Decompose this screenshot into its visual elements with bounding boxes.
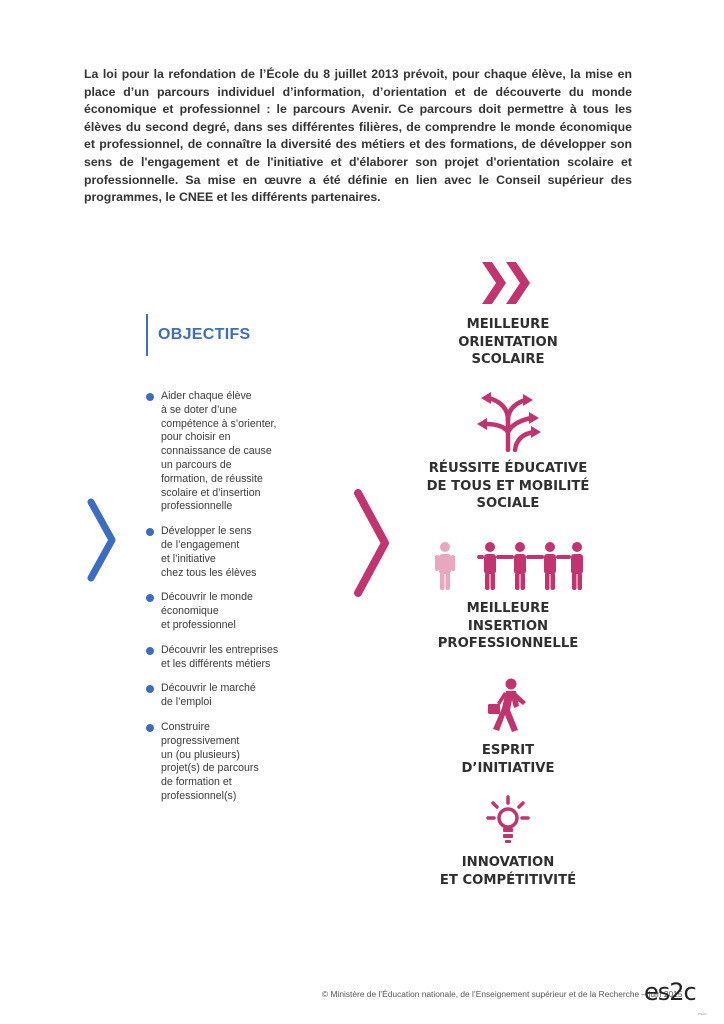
double-chevron-icon [478, 258, 538, 308]
tiny-mark: es2c [698, 1011, 707, 1016]
result-initiative [408, 678, 608, 777]
intro-paragraph: La loi pour la refondation de l’École du 8 juillet 2013 prévoit, pour chaque élève, la mise en place d’un parcours individuel d’information, d’orientation et de découverte du monde économique et professionnel : le parcours Avenir. Ce parcours doit permettre à tous les élèves du second degré, dans ses différentes filières, de comprendre le monde économique et professionnel, de connaître la diversité des métiers et des formations, de développer son sens de l'engagement et de l'initiative et d'élaborer son projet d'orientation scolaire et professionnelle. Sa mise en œuvre a été définie en lien avec le Conseil supérieur des programmes, le CNEE et les différents partenaires. [84, 67, 632, 205]
bullet-icon [146, 647, 154, 655]
result-orientation [408, 258, 608, 369]
pink-chevron-icon [352, 488, 392, 598]
result-innovation [408, 794, 608, 889]
es2c-logo: es2c [644, 978, 696, 1006]
objective-text: Découvrir les entreprises et les différents métiers [161, 643, 279, 670]
walking-person-briefcase-icon [486, 678, 530, 734]
bullet-icon [146, 685, 154, 693]
people-holding-hands-icon [433, 540, 583, 592]
copyright-footer: © Ministère de l’Éducation nationale, de l’Enseignement supérieur et de la Recherche – juin 2015 [322, 989, 683, 999]
result-insertion [398, 540, 618, 653]
objective-item [146, 390, 316, 514]
objective-item [146, 525, 316, 580]
branching-arrows-icon [473, 388, 543, 452]
objective-item [146, 644, 316, 672]
bullet-icon [146, 724, 154, 732]
objectives-header [146, 314, 251, 356]
objective-text: Construire progressivement un (ou plusieurs) projet(s) de parcours de formation et professionnel(s) [161, 720, 259, 802]
objectives-list [146, 390, 316, 815]
bullet-icon [146, 393, 154, 401]
blue-chevron-icon [86, 498, 118, 582]
lightbulb-icon [482, 794, 534, 846]
result-reussite [408, 388, 608, 513]
objective-item [146, 591, 316, 632]
result-label: MEILLEURE ORIENTATION SCOLAIRE [458, 317, 558, 367]
objective-text: Développer le sens de l’engagement et l’initiative chez tous les élèves [161, 525, 257, 579]
result-label: ESPRIT D’INITIATIVE [461, 743, 555, 776]
result-label: INNOVATION ET COMPÉTITIVITÉ [439, 855, 577, 888]
objective-item [146, 682, 316, 710]
objective-text: Découvrir le monde économique et professionnel [161, 591, 253, 631]
bullet-icon [146, 528, 154, 536]
result-label: RÉUSSITE ÉDUCATIVE DE TOUS ET MOBILITÉ SOCIALE [426, 461, 590, 511]
objectives-title: OBJECTIFS [158, 326, 251, 343]
bullet-icon [146, 594, 154, 602]
result-label: MEILLEURE INSERTION PROFESSIONNELLE [437, 601, 579, 651]
objective-text: Découvrir le marché de l’emploi [161, 682, 256, 709]
objective-text: Aider chaque élève à se doter d’une compétence à s’orienter, pour choisir en connaissance de cause un parcours de formation, de réussite scolaire et d’insertion professionnelle [161, 390, 277, 513]
objective-item [146, 721, 316, 804]
